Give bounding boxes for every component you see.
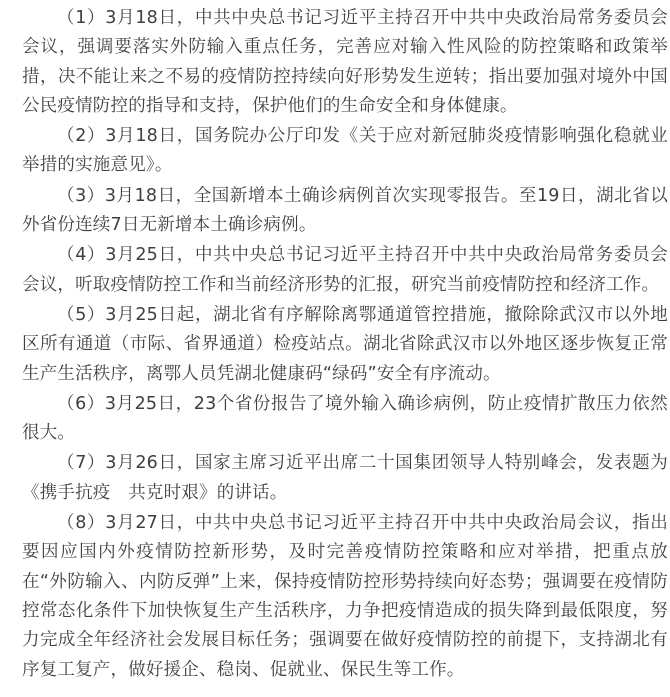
paragraph-6: （6）3月25日，23个省份报告了境外输入确诊病例，防止疫情扩散压力依然很大。 [22, 393, 668, 444]
paragraph-2: （2）3月18日，国务院办公厅印发《关于应对新冠肺炎疫情影响强化稳就业举措的实施意见》。 [22, 126, 668, 176]
paragraph-5: （5）3月25日起，湖北省有序解除离鄂通道管控措施，撤除除武汉市以外地区所有通道（市际、省界通道）检疫站点。湖北省除武汉市以外地区逐步恢复正常生产生活秩序，离鄂人员凭湖北健康码“绿码”安全有序流动。 [22, 304, 668, 384]
paragraph-7: （7）3月26日，国家主席习近平出席二十国集团领导人特别峰会，发表题为《携手抗疫 共克时艰》的讲话。 [22, 453, 668, 503]
paragraph-8: （8）3月27日，中共中央总书记习近平主持召开中共中央政治局会议，指出要因应国内外疫情防控新形势，及时完善疫情防控策略和应对举措，把重点放在“外防输入、内防反弹”上来，保持疫情防控形势持续向好态势；强调要在疫情防控常态化条件下加快恢复生产生活秩序，力争把疫情造成的损失降到最低限度，努力完成全年经济社会发展目标任务；强调要在做好疫情防控的前提下，支持湖北有序复工复产，做好援企、稳岗、促就业、保民生等工作。 [22, 513, 668, 680]
paragraph-3: （3）3月18日，全国新增本土确诊病例首次实现零报告。至19日，湖北省以外省份连续7日无新增本土确诊病例。 [22, 185, 668, 236]
paragraph-1: （1）3月18日，中共中央总书记习近平主持召开中共中央政治局常务委员会会议，强调要落实外防输入重点任务，完善应对输入性风险的防控策略和政策举措，决不能让来之不易的疫情防控持续向好形势发生逆转；指出要加强对境外中国公民疫情防控的指导和支持，保护他们的生命安全和身体健康。 [22, 8, 668, 116]
paragraph-4: （4）3月25日，中共中央总书记习近平主持召开中共中央政治局常务委员会会议，听取疫情防控工作和当前经济形势的汇报，研究当前疫情防控和经济工作。 [22, 245, 668, 295]
